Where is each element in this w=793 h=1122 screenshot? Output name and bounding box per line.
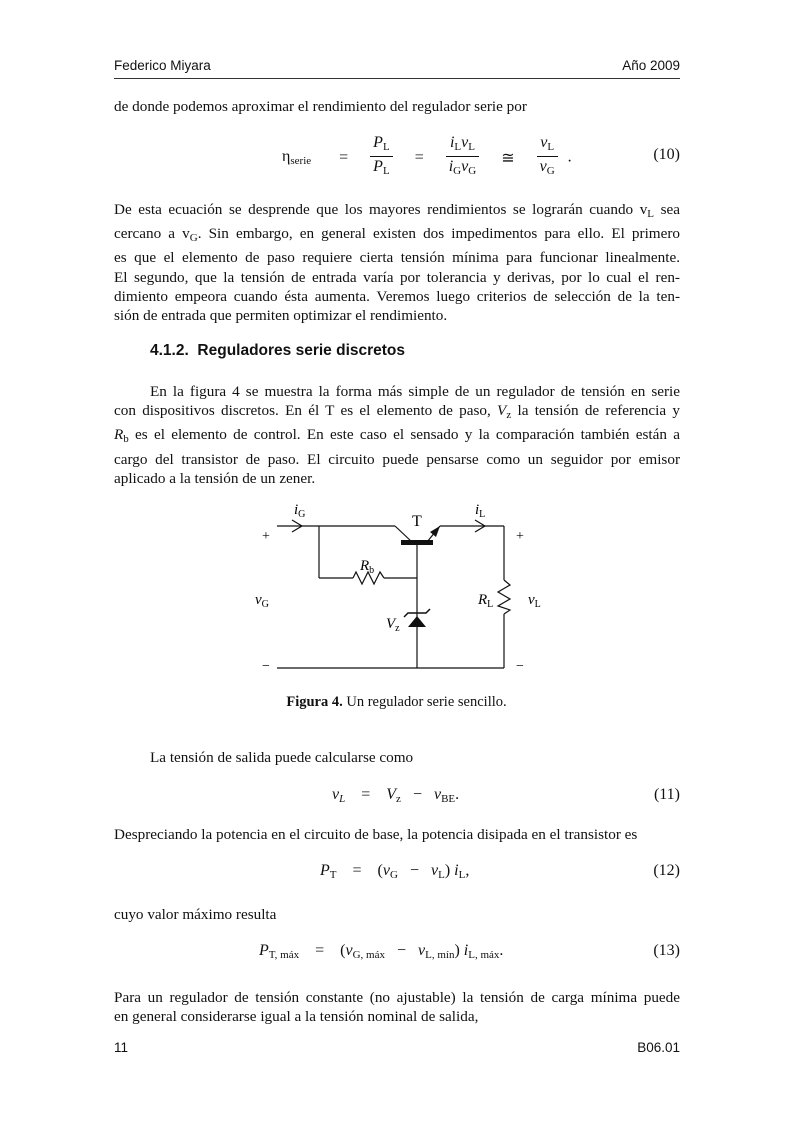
section-heading: 4.1.2. Reguladores serie discretos xyxy=(150,342,406,359)
label-RL: $R_L$ xyxy=(478,592,494,610)
figure-caption: Figura 4. Un regulador serie sencillo. xyxy=(286,694,507,710)
paragraph-output-voltage: La tensión de salida puede calcularse como xyxy=(150,749,414,766)
equation-number: (13) xyxy=(653,942,680,959)
equation-10-body: $\eta_{serie}$ = $\frac{P_L}{P_L}$ = $\frac{i_Lv_L}{i_Gv_G}$ ≅ $\frac{v_L}{v_G}$ . xyxy=(282,134,572,177)
paragraph-max-value: cuyo valor máximo resulta xyxy=(114,906,277,923)
label-minus-input: − xyxy=(262,659,270,674)
equation-number: (11) xyxy=(653,786,680,803)
label-transistor: T xyxy=(412,513,422,530)
label-plus-input: + xyxy=(262,529,270,544)
equation-13: $P_{T, máx} = (v_{G, máx} - v_{L, mín})$ $i_{L, máx}$. (13) xyxy=(259,942,680,961)
label-iG: $i_G$ xyxy=(294,502,306,520)
label-vG: $v_G$ xyxy=(255,592,269,610)
paragraph-discrete-regulators: En la figura 4 se muestra la forma más simple de un regulador de tensión en serie con dispositivos discretos. En él T es el elemento de paso, $V_z$ la tensión de referencia y $R_b$ es el elemento de control. En este caso el sensado y la comparación también están a cargo del transistor de paso. El circuito puede pensarse como un seguidor por emisor aplicado a la tensión de un zener. xyxy=(114,383,680,487)
document-code: B06.01 xyxy=(637,1040,680,1055)
page-number: 11 xyxy=(114,1040,129,1055)
label-plus-output: + xyxy=(516,529,524,544)
circuit-diagram xyxy=(240,490,560,690)
label-minus-output: − xyxy=(516,659,524,674)
page-header xyxy=(114,58,680,78)
paragraph-power-dissipated: Despreciando la potencia en el circuito de base, la potencia disipada en el transistor es xyxy=(114,826,638,843)
paragraph-efficiency: De esta ecuación se desprende que los mayores rendimientos se lograrán cuando $v_L$ sea cercano a $v_G$. Sin embargo, en general existen dos impedimentos para ello. El primero es que el elemento de paso requiere cierta tensión mínima para funcionar linealmente. El segundo, que la tensión de entrada varía por tolerancia y derivas, por lo cual el ren- dimiento empeora cuando ésta aumenta. Veremos luego criterios de selección de la ten- sión de entrada que permiten optimizar el rendimiento. xyxy=(114,201,680,325)
header-year: Año 2009 xyxy=(622,58,680,73)
intro-paragraph xyxy=(114,97,680,116)
equation-12: $P_T = (v_G - v_L)$ $i_L$, (12) xyxy=(320,862,680,881)
equation-number: (12) xyxy=(653,862,680,879)
intro-text: de donde podemos aproximar el rendimiento del regulador serie por xyxy=(114,98,527,115)
equation-10 xyxy=(114,134,680,184)
label-Vz: $V_z$ xyxy=(386,616,400,634)
header-rule xyxy=(114,78,680,79)
label-iL: $i_L$ xyxy=(475,502,486,520)
label-vL: $v_L$ xyxy=(528,592,541,610)
header-author: Federico Miyara xyxy=(114,58,211,73)
equation-number: (10) xyxy=(653,146,680,163)
paragraph-constant-regulator: Para un regulador de tensión constante (no ajustable) la tensión de carga mínima puede en general considerarse igual a la tensión nominal de salida, xyxy=(114,989,680,1026)
label-Rb: $R_b$ xyxy=(360,558,375,576)
equation-11: $v_L = V_z - v_{BE}$. (11) xyxy=(332,786,680,805)
